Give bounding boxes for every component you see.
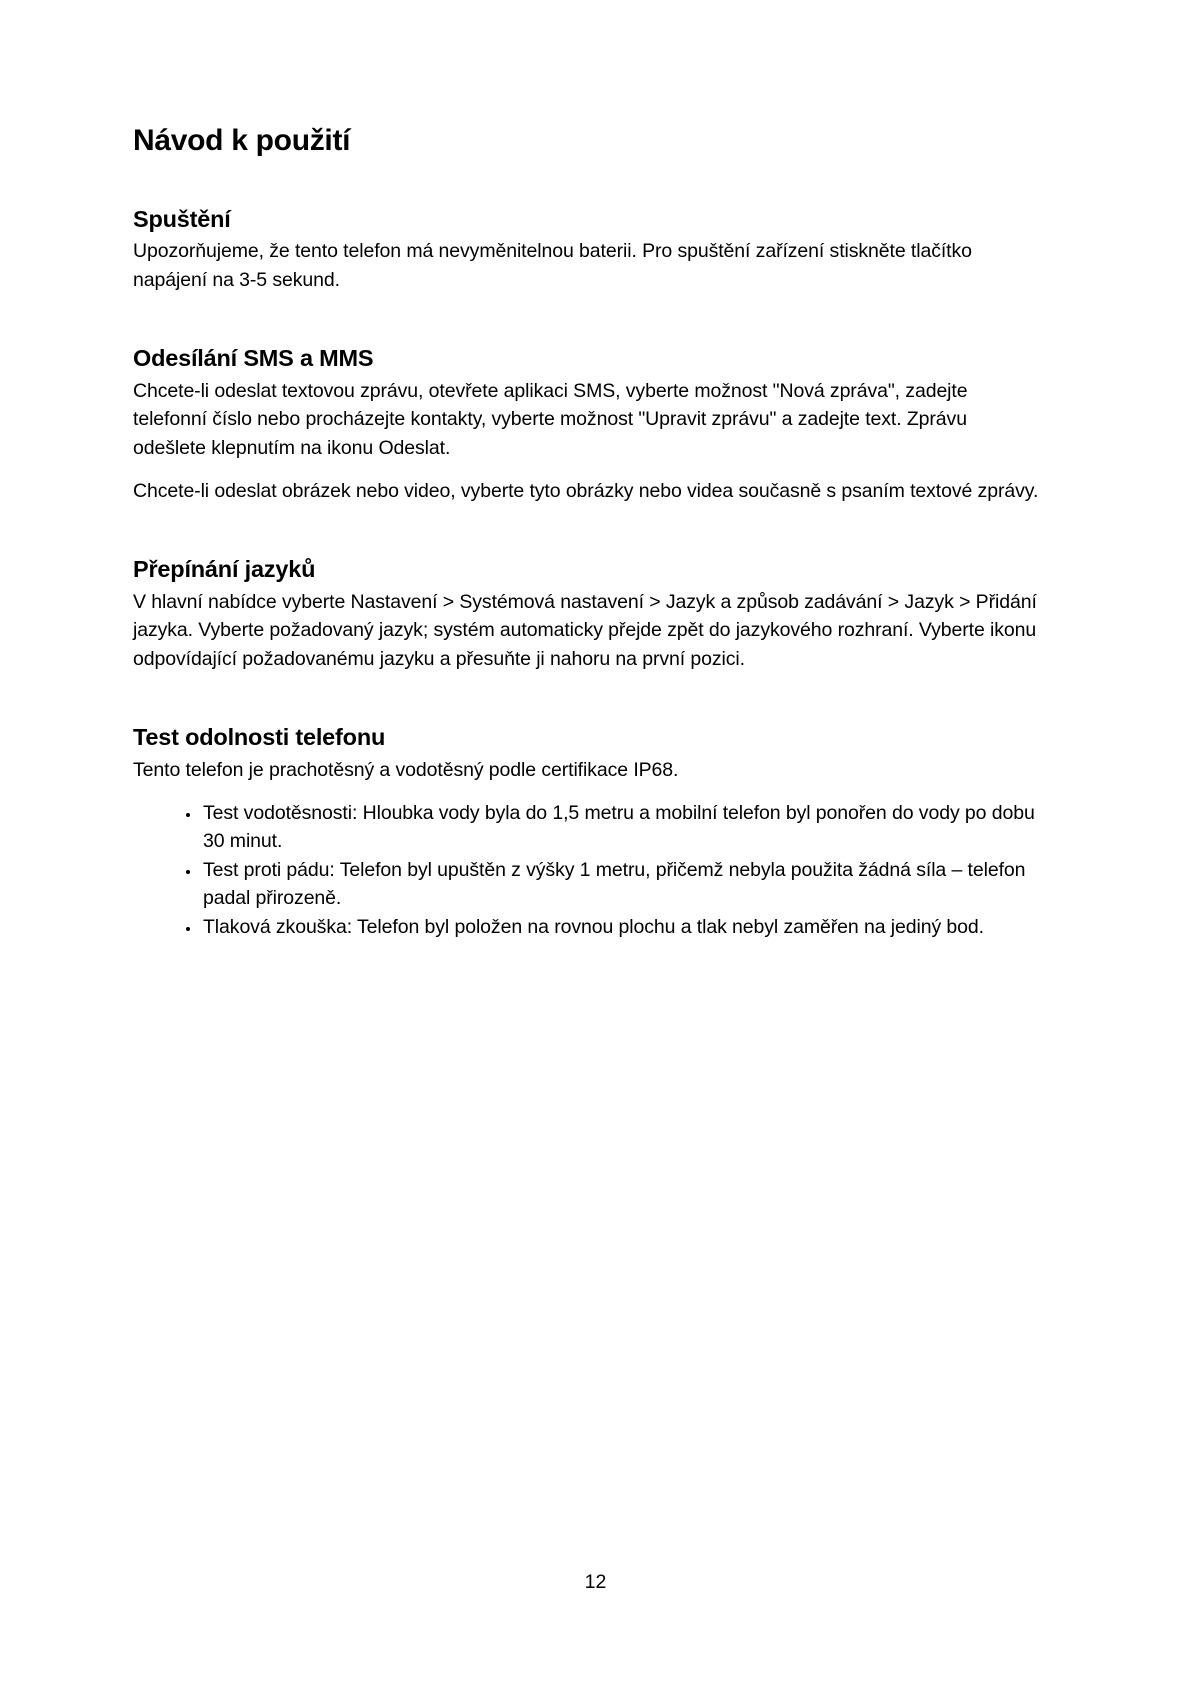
section-test-odolnosti	[133, 722, 1045, 941]
section-spusteni	[133, 204, 1045, 295]
section-heading-odesilani: Odesílání SMS a MMS	[133, 345, 374, 372]
durability-test-list	[133, 799, 1045, 942]
list-item: • Tlaková zkouška: Telefon byl položen na rovnou plochu a tlak nebyl zaměřen na jediný bod.	[201, 913, 1045, 942]
section-heading-prepinani: Přepínání jazyků	[133, 556, 316, 583]
list-item: • Test vodotěsnosti: Hloubka vody byla do 1,5 metru a mobilní telefon byl ponořen do vody po dobu 30 minut.	[201, 799, 1045, 856]
list-item: • Test proti pádu: Telefon byl upuštěn z výšky 1 metru, přičemž nebyla použita žádná síla – telefon padal přirozeně.	[201, 856, 1045, 913]
section-heading-spusteni: Spuštění	[133, 205, 231, 232]
section-heading-test-odolnosti: Test odolnosti telefonu	[133, 724, 386, 751]
page-number: 12	[584, 1571, 607, 1593]
paragraph: Chcete-li odeslat obrázek nebo video, vyberte tyto obrázky nebo videa současně s psaním textové zprávy.	[133, 479, 1039, 502]
page-title: Návod k použití	[133, 124, 351, 157]
paragraph: Upozorňujeme, že tento telefon má nevyměnitelnou baterii. Pro spuštění zařízení stiskněte tlačítko napájení na 3-5 sekund.	[133, 240, 972, 291]
paragraph: V hlavní nabídce vyberte Nastavení > Systémová nastavení > Jazyk a způsob zadávání > Jazyk > Přidání jazyka. Vyberte požadovaný jazyk; systém automaticky přejde zpět do jazykového rozhraní. Vyberte ikonu odpovídající požadovanému jazyku a přesuňte ji nahoru na první pozici.	[133, 590, 1037, 670]
paragraph: Chcete-li odeslat textovou zprávu, otevřete aplikaci SMS, vyberte možnost "Nová zpráva", zadejte telefonní číslo nebo procházejte kontakty, vyberte možnost "Upravit zprávu" a zadejte text. Zprávu odešlete klepnutím na ikonu Odeslat.	[133, 379, 968, 459]
section-prepinani-jazyku	[133, 554, 1045, 673]
paragraph: Tento telefon je prachotěsný a vodotěsný podle certifikace IP68.	[133, 759, 679, 782]
section-odesilani-sms-mms	[133, 343, 1045, 505]
